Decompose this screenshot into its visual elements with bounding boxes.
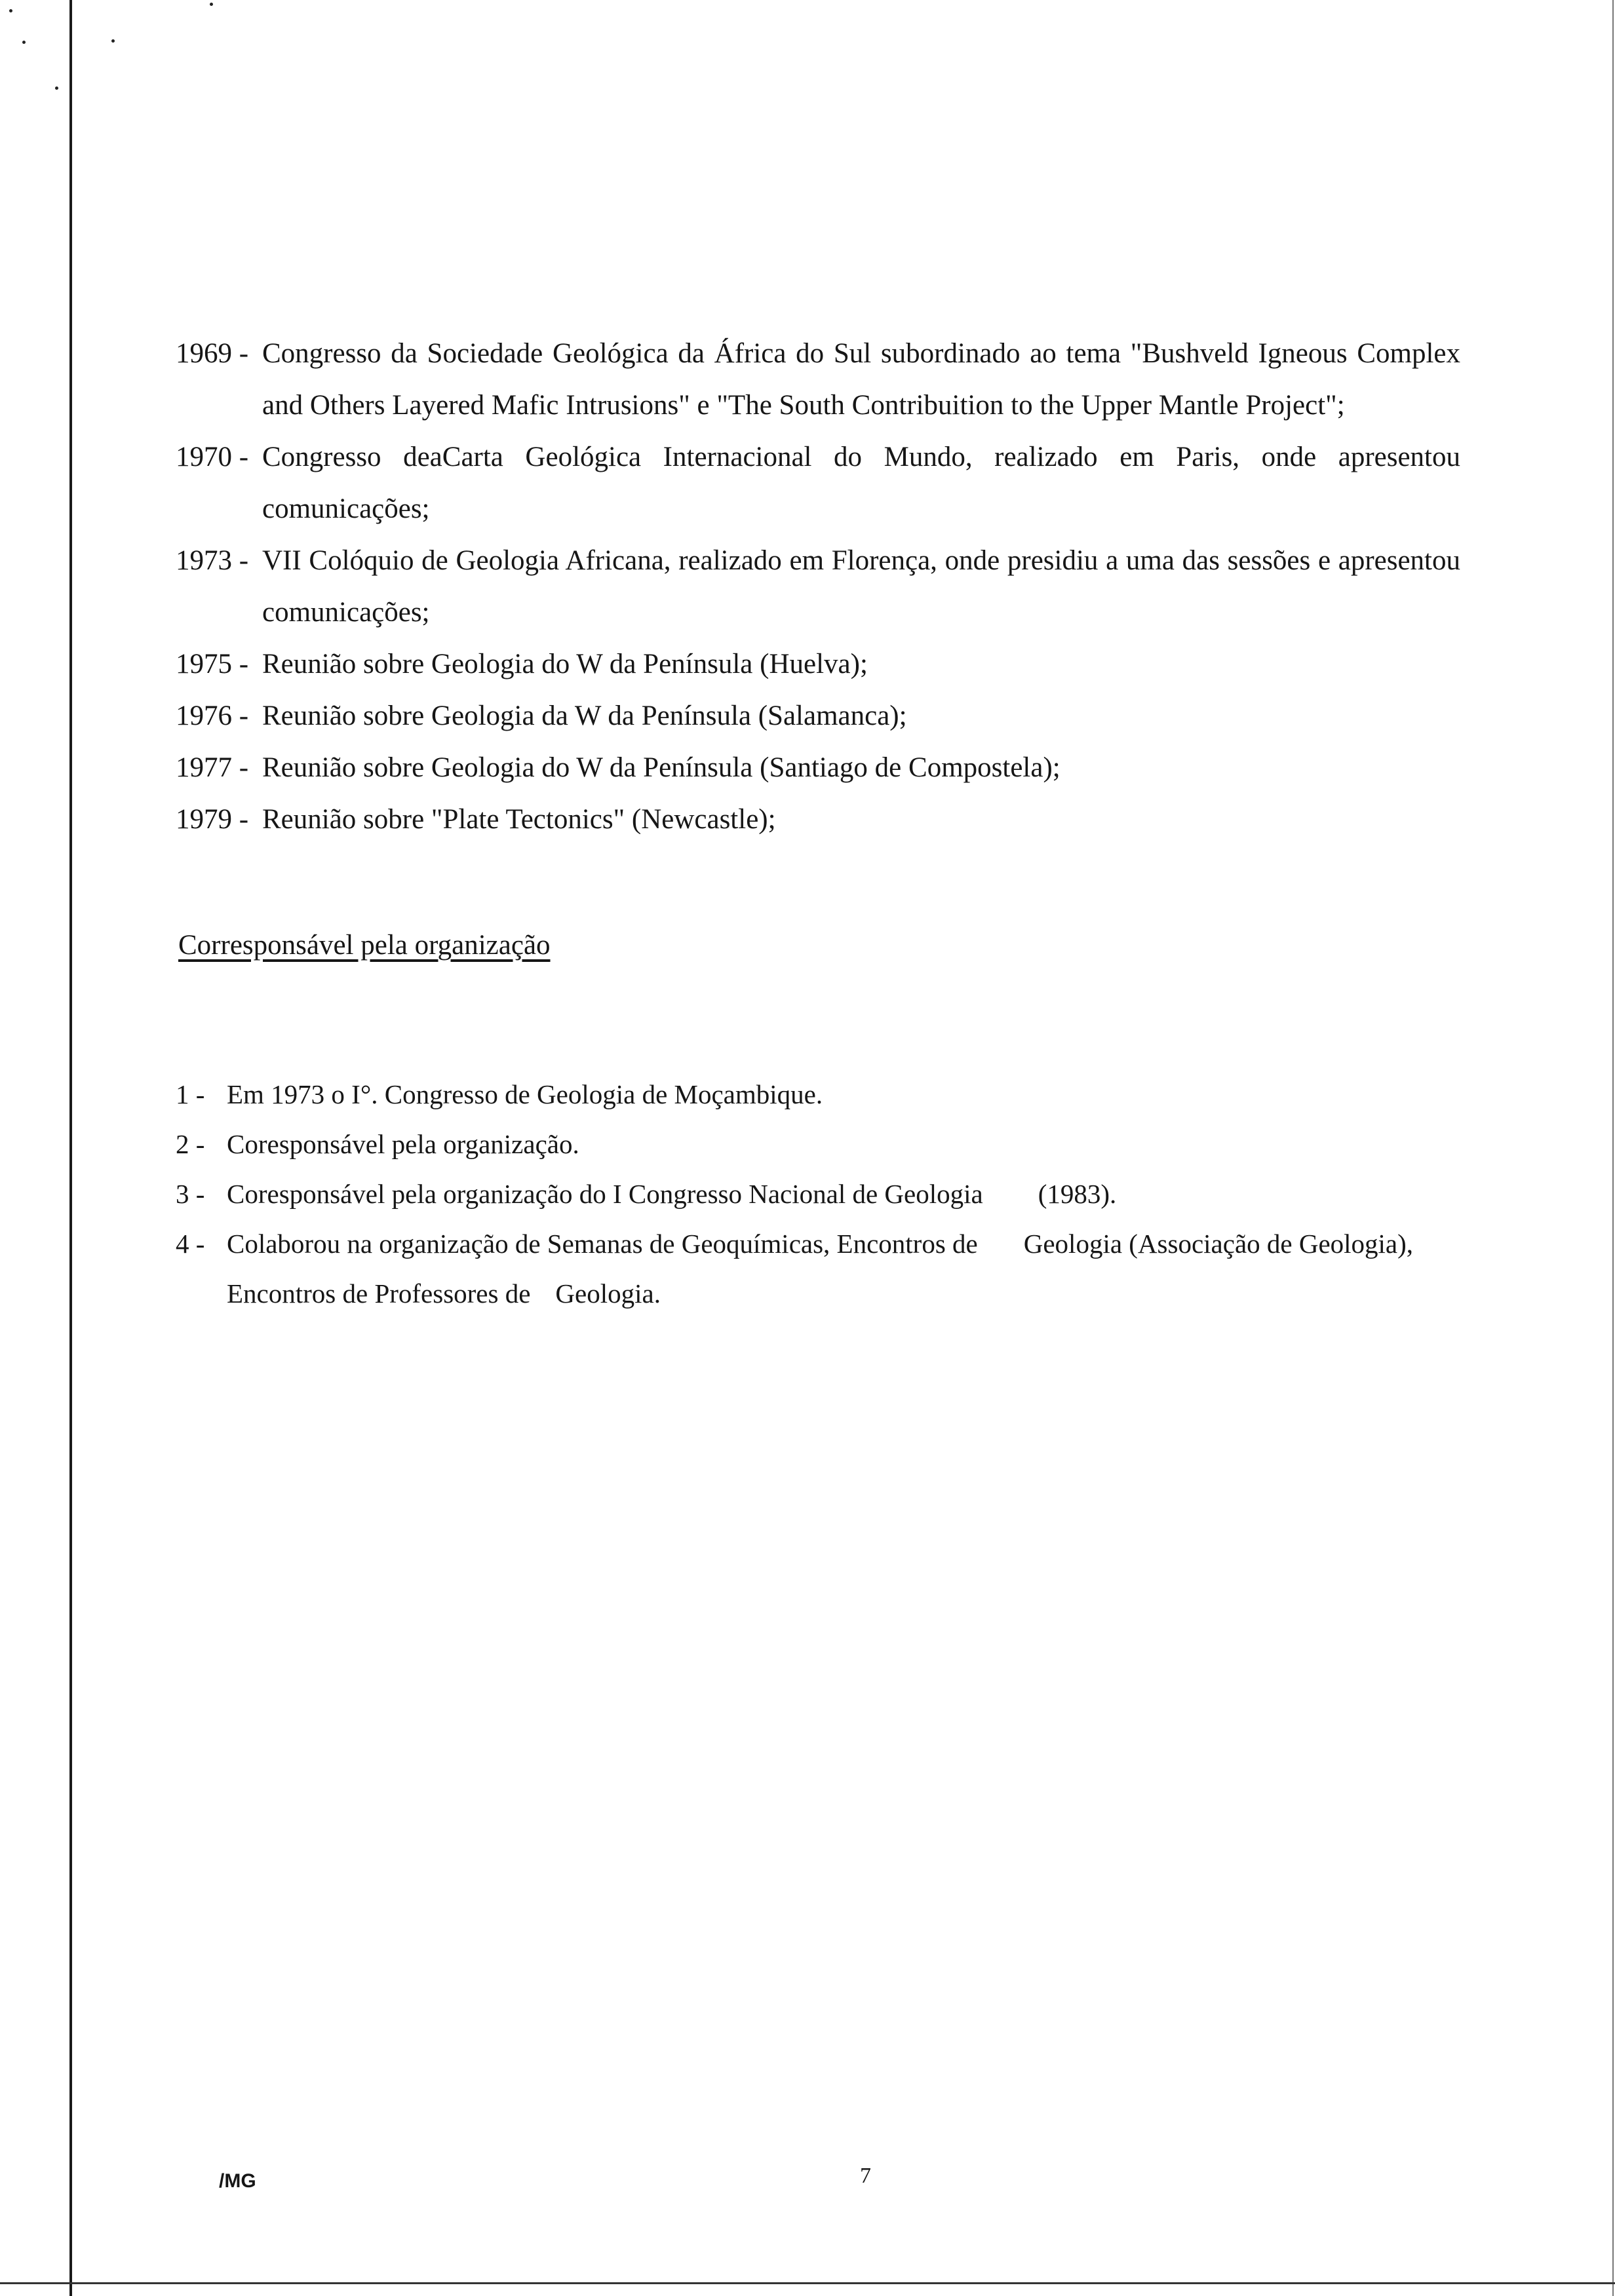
conference-item [176,431,1460,535]
scan-speck [9,9,12,12]
conference-year: 1973 - [176,545,249,576]
organization-text: Coresponsável pela organização do I Congresso Nacional de Geologia [227,1179,983,1209]
organization-number: 3 - [176,1179,205,1209]
page-scan-left-edge [69,0,72,2296]
conference-item [176,742,1460,794]
organization-number: 1 - [176,1079,205,1109]
organization-text: Coresponsável pela organização. [227,1129,579,1159]
conference-item [176,690,1460,742]
organization-item [176,1119,1421,1169]
organization-item [176,1219,1421,1318]
page-scan-right-edge [1612,0,1614,2296]
conference-item [176,638,1460,690]
organization-year: (1983). [1038,1179,1117,1209]
scan-speck [210,3,213,6]
conference-list [176,328,1460,845]
conference-item [176,794,1460,845]
conference-description: Reunião sobre Geologia da W da Península (Salamanca); [262,700,907,731]
organization-number: 2 - [176,1129,205,1159]
organization-item [176,1169,1421,1219]
organization-item [176,1069,1421,1119]
conference-description: Reunião sobre "Plate Tectonics" (Newcastle); [262,804,776,835]
conference-description: Congresso deaCarta Geológica Internacional do Mundo, realizado em Paris, onde apresentou comunicações; [262,442,1460,524]
scan-speck [111,39,115,43]
conference-year: 1979 - [176,804,249,835]
conference-description: Reunião sobre Geologia do W da Península (Huelva); [262,649,868,679]
organization-number: 4 - [176,1229,205,1259]
conference-year: 1977 - [176,752,249,783]
section-title: Corresponsável pela organização [178,930,551,961]
scan-speck [22,41,26,44]
organization-text: Colaborou na organização de Semanas de Geoquímicas, Encontros de [227,1229,978,1259]
conference-year: 1969 - [176,338,249,369]
footer-initials: /MG [219,2170,256,2192]
organization-text-end: Geologia. [555,1278,661,1309]
organization-list [176,1069,1421,1318]
conference-description: Congresso da Sociedade Geológica da África do Sul subordinado ao tema "Bushveld Igneous Complex and Others Layered Mafic Intrusions" e "The South Contribuition to the Upper Mantle Project"; [262,338,1460,421]
conference-item [176,328,1460,431]
scan-speck [55,86,58,90]
organization-text: Em 1973 o I°. Congresso de Geologia de Moçambique. [227,1079,823,1109]
organization-text-continued: Geologia (Associação de Geologia), Encontros de Professores de [227,1229,1414,1309]
conference-year: 1976 - [176,700,249,731]
page-scan-bottom-edge [0,2282,1615,2284]
conference-description: VII Colóquio de Geologia Africana, realizado em Florença, onde presidiu a uma das sessões e apresentou comunicações; [262,545,1460,628]
conference-year: 1970 - [176,442,249,472]
conference-item [176,535,1460,638]
page-number: 7 [860,2164,871,2188]
conference-year: 1975 - [176,649,249,679]
conference-description: Reunião sobre Geologia do W da Península (Santiago de Compostela); [262,752,1060,783]
